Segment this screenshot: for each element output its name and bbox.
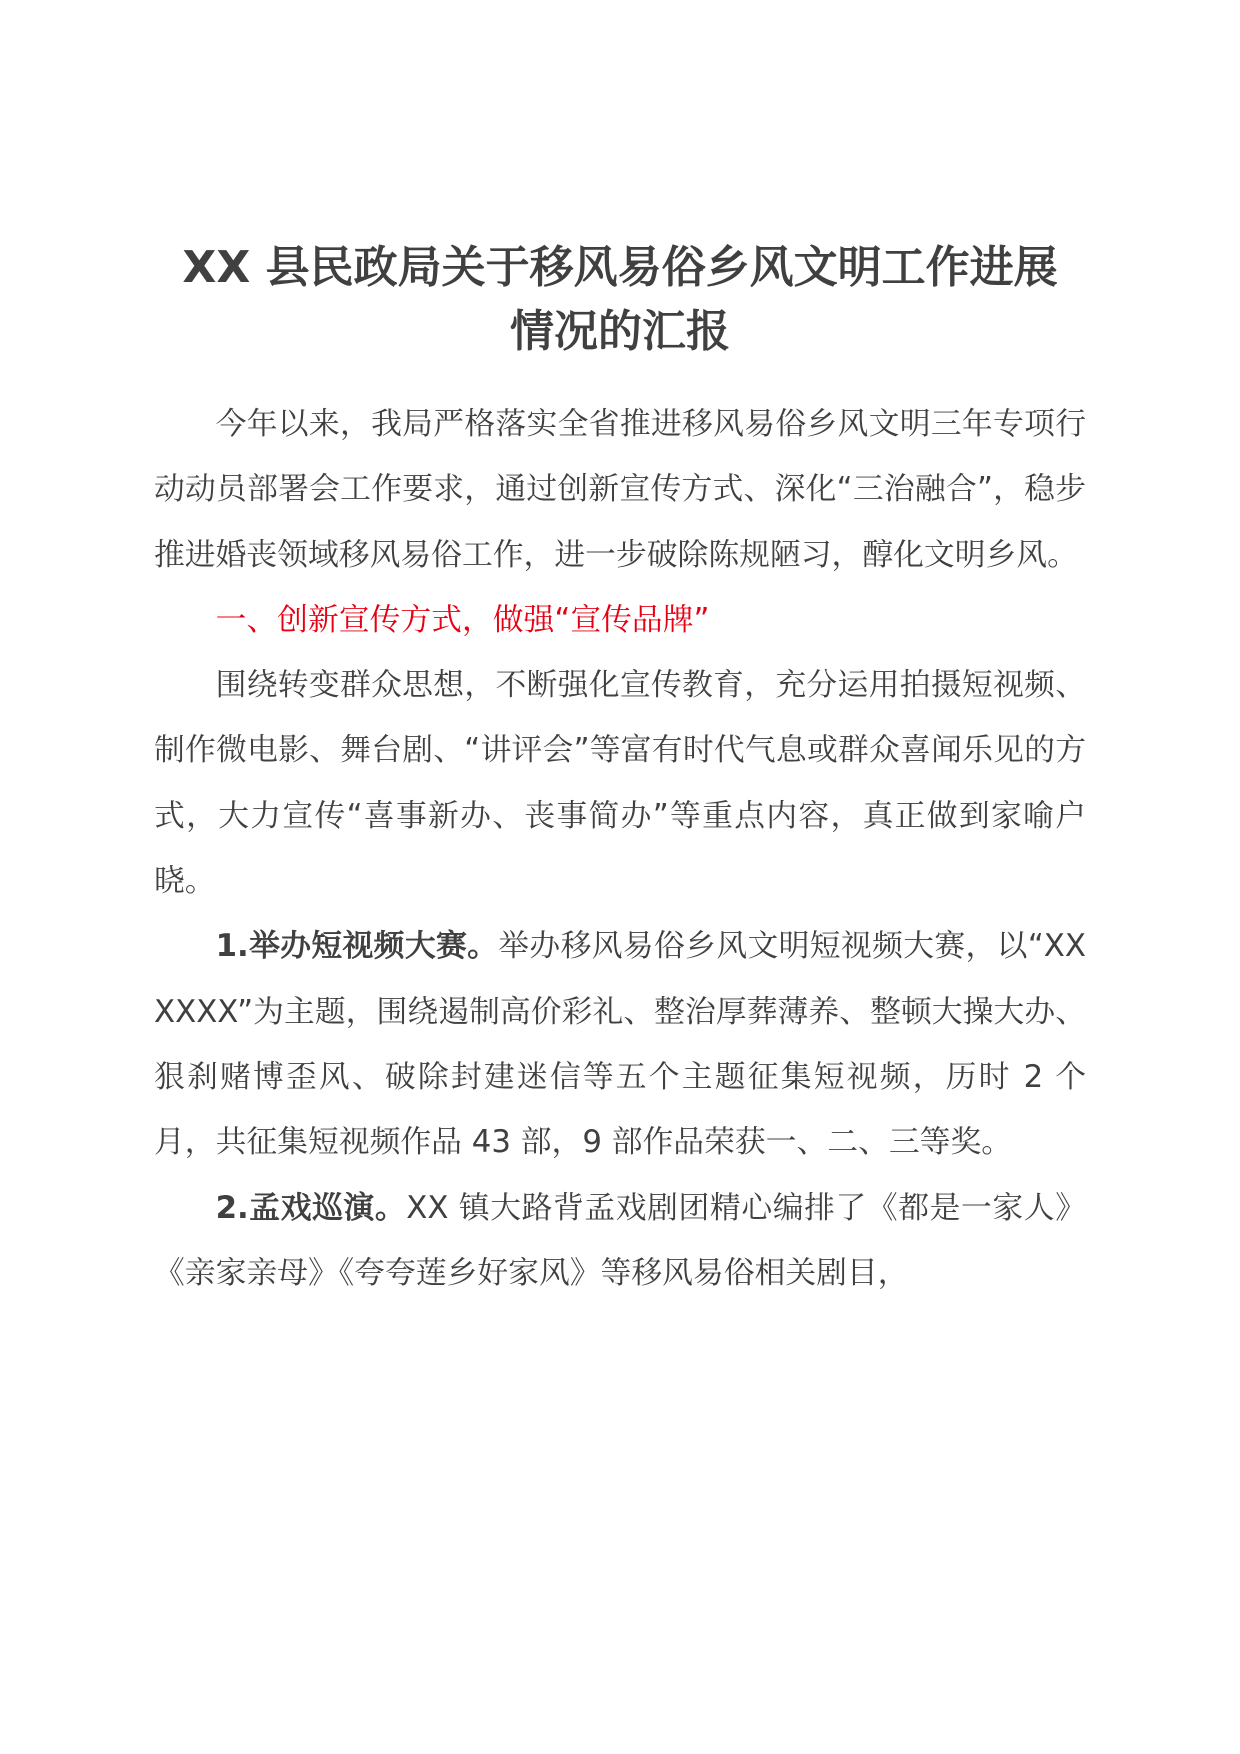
- item-1-paragraph: [154, 914, 1086, 1175]
- section-1-paragraph: 围绕转变群众思想，不断强化宣传教育，充分运用拍摄短视频、制作微电影、舞台剧、“讲评会”等富有时代气息或群众喜闻乐见的方式，大力宣传“喜事新办、丧事简办”等重点内容，真正做到家喻户晓。: [154, 667, 1086, 900]
- document-body: [154, 392, 1086, 1306]
- section-heading-1: 一、创新宣传方式，做强“宣传品牌”: [215, 601, 710, 638]
- item-1-lead: 1.举办短视频大赛。: [215, 928, 499, 965]
- item-2-lead: 2.孟戏巡演。: [215, 1189, 407, 1226]
- title-line-1: XX 县民政局关于移风易俗乡风文明工作进展: [182, 242, 1058, 293]
- document-title: [150, 236, 1090, 364]
- item-2-text: XX 镇大路背孟戏剧团精心编排了《都是一家人》《亲家亲母》《夸夸莲乡好家风》等移风易俗相关剧目，: [154, 1189, 1086, 1291]
- intro-paragraph: 今年以来，我局严格落实全省推进移风易俗乡风文明三年专项行动动员部署会工作要求，通过创新宣传方式、深化“三治融合”，稳步推进婚丧领域移风易俗工作，进一步破除陈规陋习，醇化文明乡风。: [154, 406, 1086, 573]
- title-line-2: 情况的汇报: [510, 306, 730, 357]
- item-2-paragraph: [154, 1176, 1086, 1307]
- item-1-text: 举办移风易俗乡风文明短视频大赛，以“XXXXXX”为主题，围绕遏制高价彩礼、整治厚葬薄养、整顿大操大办、狠刹赌博歪风、破除封建迷信等五个主题征集短视频，历时 2 个月，共征集短视频作品 43 部，9 部作品荣获一、二、三等奖。: [154, 928, 1086, 1161]
